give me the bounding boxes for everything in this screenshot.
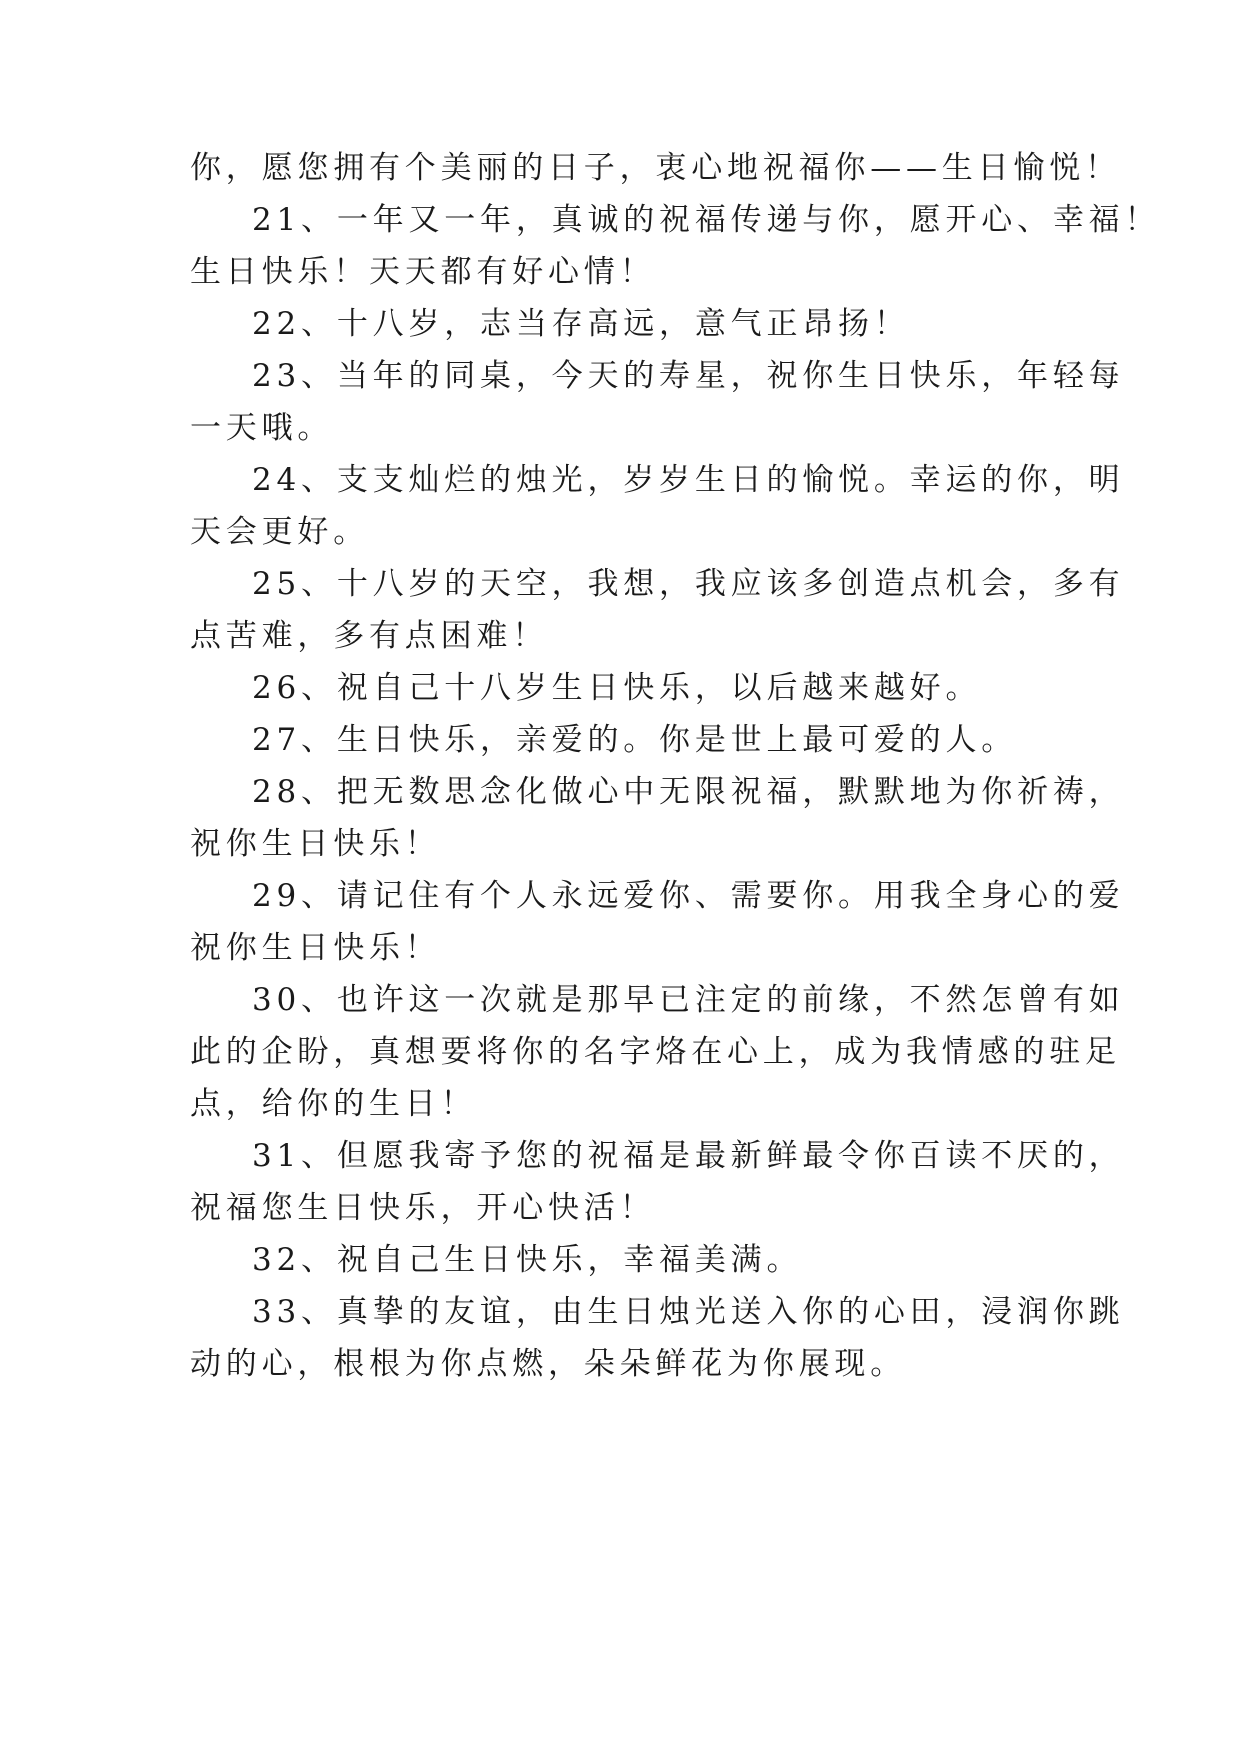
text-line: 祝你生日快乐！ (190, 826, 441, 862)
text-line: 点苦难，多有点困难！ (190, 618, 548, 654)
text-line: 22、十八岁，志当存高远，意气正昂扬！ (252, 306, 910, 342)
text-line: 24、支支灿烂的烛光，岁岁生日的愉悦。幸运的你，明 (252, 462, 1125, 498)
text-line: 28、把无数思念化做心中无限祝福，默默地为你祈祷， (252, 774, 1125, 810)
text-line: 天会更好。 (190, 514, 369, 550)
text-line: 动的心，根根为你点燃，朵朵鲜花为你展现。 (190, 1346, 906, 1382)
text-line: 21、一年又一年，真诚的祝福传递与你，愿开心、幸福！ (252, 202, 1161, 238)
text-line: 25、十八岁的天空，我想，我应该多创造点机会，多有 (252, 566, 1125, 602)
text-line: 点，给你的生日！ (190, 1086, 477, 1122)
text-line: 生日快乐！天天都有好心情！ (190, 254, 656, 290)
text-line: 此的企盼，真想要将你的名字烙在心上，成为我情感的驻足 (190, 1034, 1121, 1070)
text-line: 祝你生日快乐！ (190, 930, 441, 966)
text-line: 33、真挚的友谊，由生日烛光送入你的心田，浸润你跳 (252, 1294, 1125, 1330)
text-line: 23、当年的同桌，今天的寿星，祝你生日快乐，年轻每 (252, 358, 1125, 394)
text-line: 祝福您生日快乐，开心快活！ (190, 1190, 656, 1226)
text-line: 你，愿您拥有个美丽的日子，衷心地祝福你——生日愉悦！ (190, 150, 1121, 186)
text-line: 26、祝自己十八岁生日快乐，以后越来越好。 (252, 670, 982, 706)
text-line: 29、请记住有个人永远爱你、需要你。用我全身心的爱 (252, 878, 1125, 914)
text-line: 32、祝自己生日快乐，幸福美满。 (252, 1242, 803, 1278)
text-line: 27、生日快乐，亲爱的。你是世上最可爱的人。 (252, 722, 1018, 758)
text-line: 30、也许这一次就是那早已注定的前缘，不然怎曾有如 (252, 982, 1125, 1018)
text-line: 一天哦。 (190, 410, 334, 446)
text-line: 31、但愿我寄予您的祝福是最新鲜最令你百读不厌的， (252, 1138, 1125, 1174)
